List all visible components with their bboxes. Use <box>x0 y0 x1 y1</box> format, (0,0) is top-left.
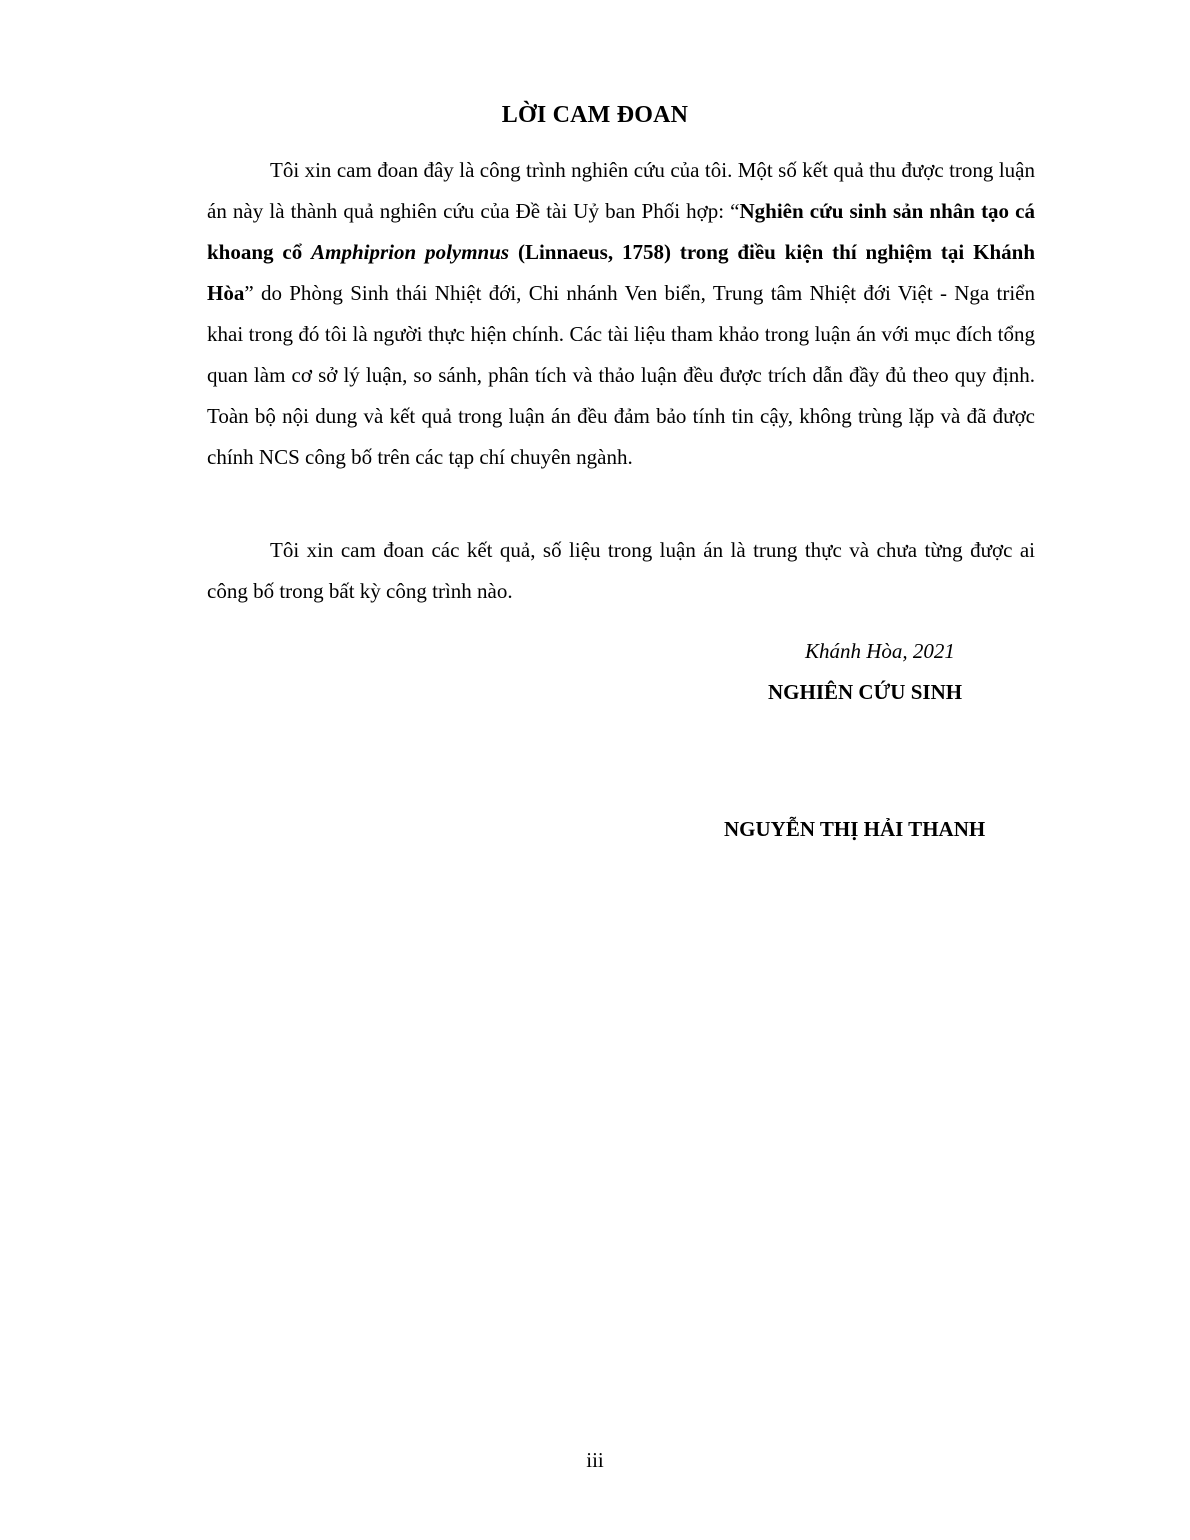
project-title-bold-cont: (Linnaeus, 1758) trong điều kiện thí nghiệm tại Khánh Hòa <box>207 240 1036 305</box>
paragraph-text: Tôi xin cam đoan đây là công trình nghiên cứu của tôi. Một số kết quả thu được trong luận án này là thành quả nghiên cứu của Đề tài Uỷ ban Phối hợp: “ <box>207 158 1035 223</box>
project-title-bold: Nghiên cứu sinh sản nhân tạo cá khoang cổ <box>207 199 1035 264</box>
declaration-paragraph-1 <box>207 150 1035 478</box>
declaration-paragraph-2: Tôi xin cam đoan các kết quả, số liệu trong luận án là trung thực và chưa từng được ai công bố trong bất kỳ công trình nào. <box>207 538 1035 603</box>
signature-role: NGHIÊN CỨU SINH <box>768 680 963 704</box>
species-name-italic: Amphiprion polymnus <box>311 240 510 264</box>
signature-name: NGUYỄN THỊ HẢI THANH <box>724 817 986 841</box>
signature-place-date: Khánh Hòa, 2021 <box>805 639 955 663</box>
page-number: iii <box>586 1448 604 1472</box>
page-title: LỜI CAM ĐOAN <box>501 102 689 128</box>
paragraph-text-cont: ” do Phòng Sinh thái Nhiệt đới, Chi nhánh Ven biển, Trung tâm Nhiệt đới Việt - Nga triển khai trong đó tôi là người thực hiện chính. Các tài liệu tham khảo trong luận án với mục đích tổng quan làm cơ sở lý luận, so sánh, phân tích và thảo luận đều được trích dẫn đầy đủ theo quy định. Toàn bộ nội dung và kết quả trong luận án đều đảm bảo tính tin cậy, không trùng lặp và đã được chính NCS công bố trên các tạp chí chuyên ngành. <box>207 281 1035 469</box>
